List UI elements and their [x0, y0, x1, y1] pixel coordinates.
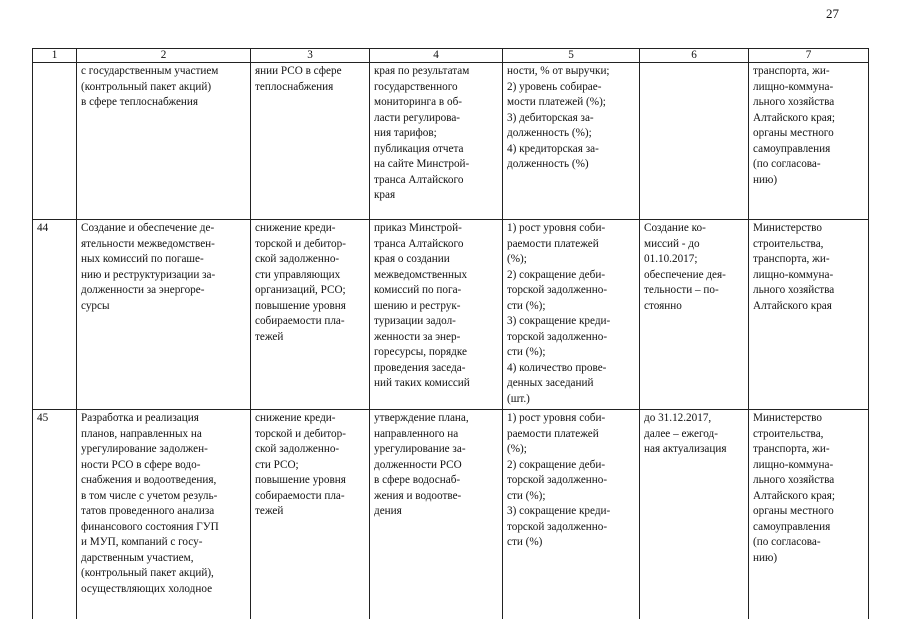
responsible: Министерство строительства, транспорта, жи- лищно-коммуна- льного хозяйства Алтайского края; органы местного самоуправления (по согласова- нию) [749, 410, 869, 620]
deadline: до 31.12.2017, далее – ежегод- ная актуализация [640, 410, 749, 620]
expected-result: янии РСО в сфере теплоснабжения [251, 63, 370, 220]
table-row [33, 410, 869, 620]
responsible: транспорта, жи- лищно-коммуна- льного хозяйства Алтайского края; органы местного самоуправления (по согласова- нию) [749, 63, 869, 220]
measures-table [32, 48, 869, 619]
column-header-3: 3 [251, 49, 370, 63]
column-number-header [33, 49, 869, 63]
row-number [33, 63, 77, 220]
measure-name: с государственным участием (контрольный пакет акций) в сфере теплоснабжения [77, 63, 251, 220]
deadline [640, 63, 749, 220]
expected-result: снижение креди- торской и дебитор- ской задолженно- сти управляющих организаций, РСО; повышение уровня собираемости пла- тежей [251, 220, 370, 410]
indicators: 1) рост уровня соби- раемости платежей (%); 2) сокращение деби- торской задолженно- сти (%); 3) сокращение креди- торской задолженно- сти (%) [503, 410, 640, 620]
indicators: ности, % от выручки; 2) уровень собирае- мости платежей (%); 3) дебиторская за- долженность (%); 4) кредиторская за- долженность (%) [503, 63, 640, 220]
row-number: 45 [33, 410, 77, 620]
output-document: утверждение плана, направленного на урегулирование за- долженности РСО в сфере водоснаб- жения и водоотве- дения [370, 410, 503, 620]
expected-result: снижение креди- торской и дебитор- ской задолженно- сти РСО; повышение уровня собираемости пла- тежей [251, 410, 370, 620]
column-header-1: 1 [33, 49, 77, 63]
column-header-5: 5 [503, 49, 640, 63]
row-number: 44 [33, 220, 77, 410]
column-header-4: 4 [370, 49, 503, 63]
table-row [33, 63, 869, 220]
indicators: 1) рост уровня соби- раемости платежей (%); 2) сокращение деби- торской задолженно- сти (%); 3) сокращение креди- торской задолженно- сти (%); 4) количество прове- денных заседаний (шт.) [503, 220, 640, 410]
column-header-7: 7 [749, 49, 869, 63]
responsible: Министерство строительства, транспорта, жи- лищно-коммуна- льного хозяйства Алтайского края [749, 220, 869, 410]
column-header-2: 2 [77, 49, 251, 63]
output-document: приказ Минстрой- транса Алтайского края о создании межведомственных комиссий по пога- шению и реструк- туризации задол- женности за энер- горесурсы, порядке проведения заседа- ний таких комиссий [370, 220, 503, 410]
output-document: края по результатам государственного мониторинга в об- ласти регулирова- ния тарифов; публикация отчета на сайте Минстрой- транса Алтайского края [370, 63, 503, 220]
page-number: 27 [826, 6, 839, 21]
measure-name: Создание и обеспечение де- ятельности межведомствен- ных комиссий по погаше- нию и реструктуризации за- долженности за энергоре- сурсы [77, 220, 251, 410]
deadline: Создание ко- миссий - до 01.10.2017; обеспечение дея- тельности – по- стоянно [640, 220, 749, 410]
table-row [33, 220, 869, 410]
column-header-6: 6 [640, 49, 749, 63]
measure-name: Разработка и реализация планов, направленных на урегулирование задолжен- ности РСО в сфере водо- снабжения и водоотведения, в том числе с учетом резуль- татов проведенного анализа финансового состояния ГУП и МУП, компаний с госу- дарственным участием, (контрольный пакет акций), осуществляющих холодное [77, 410, 251, 620]
